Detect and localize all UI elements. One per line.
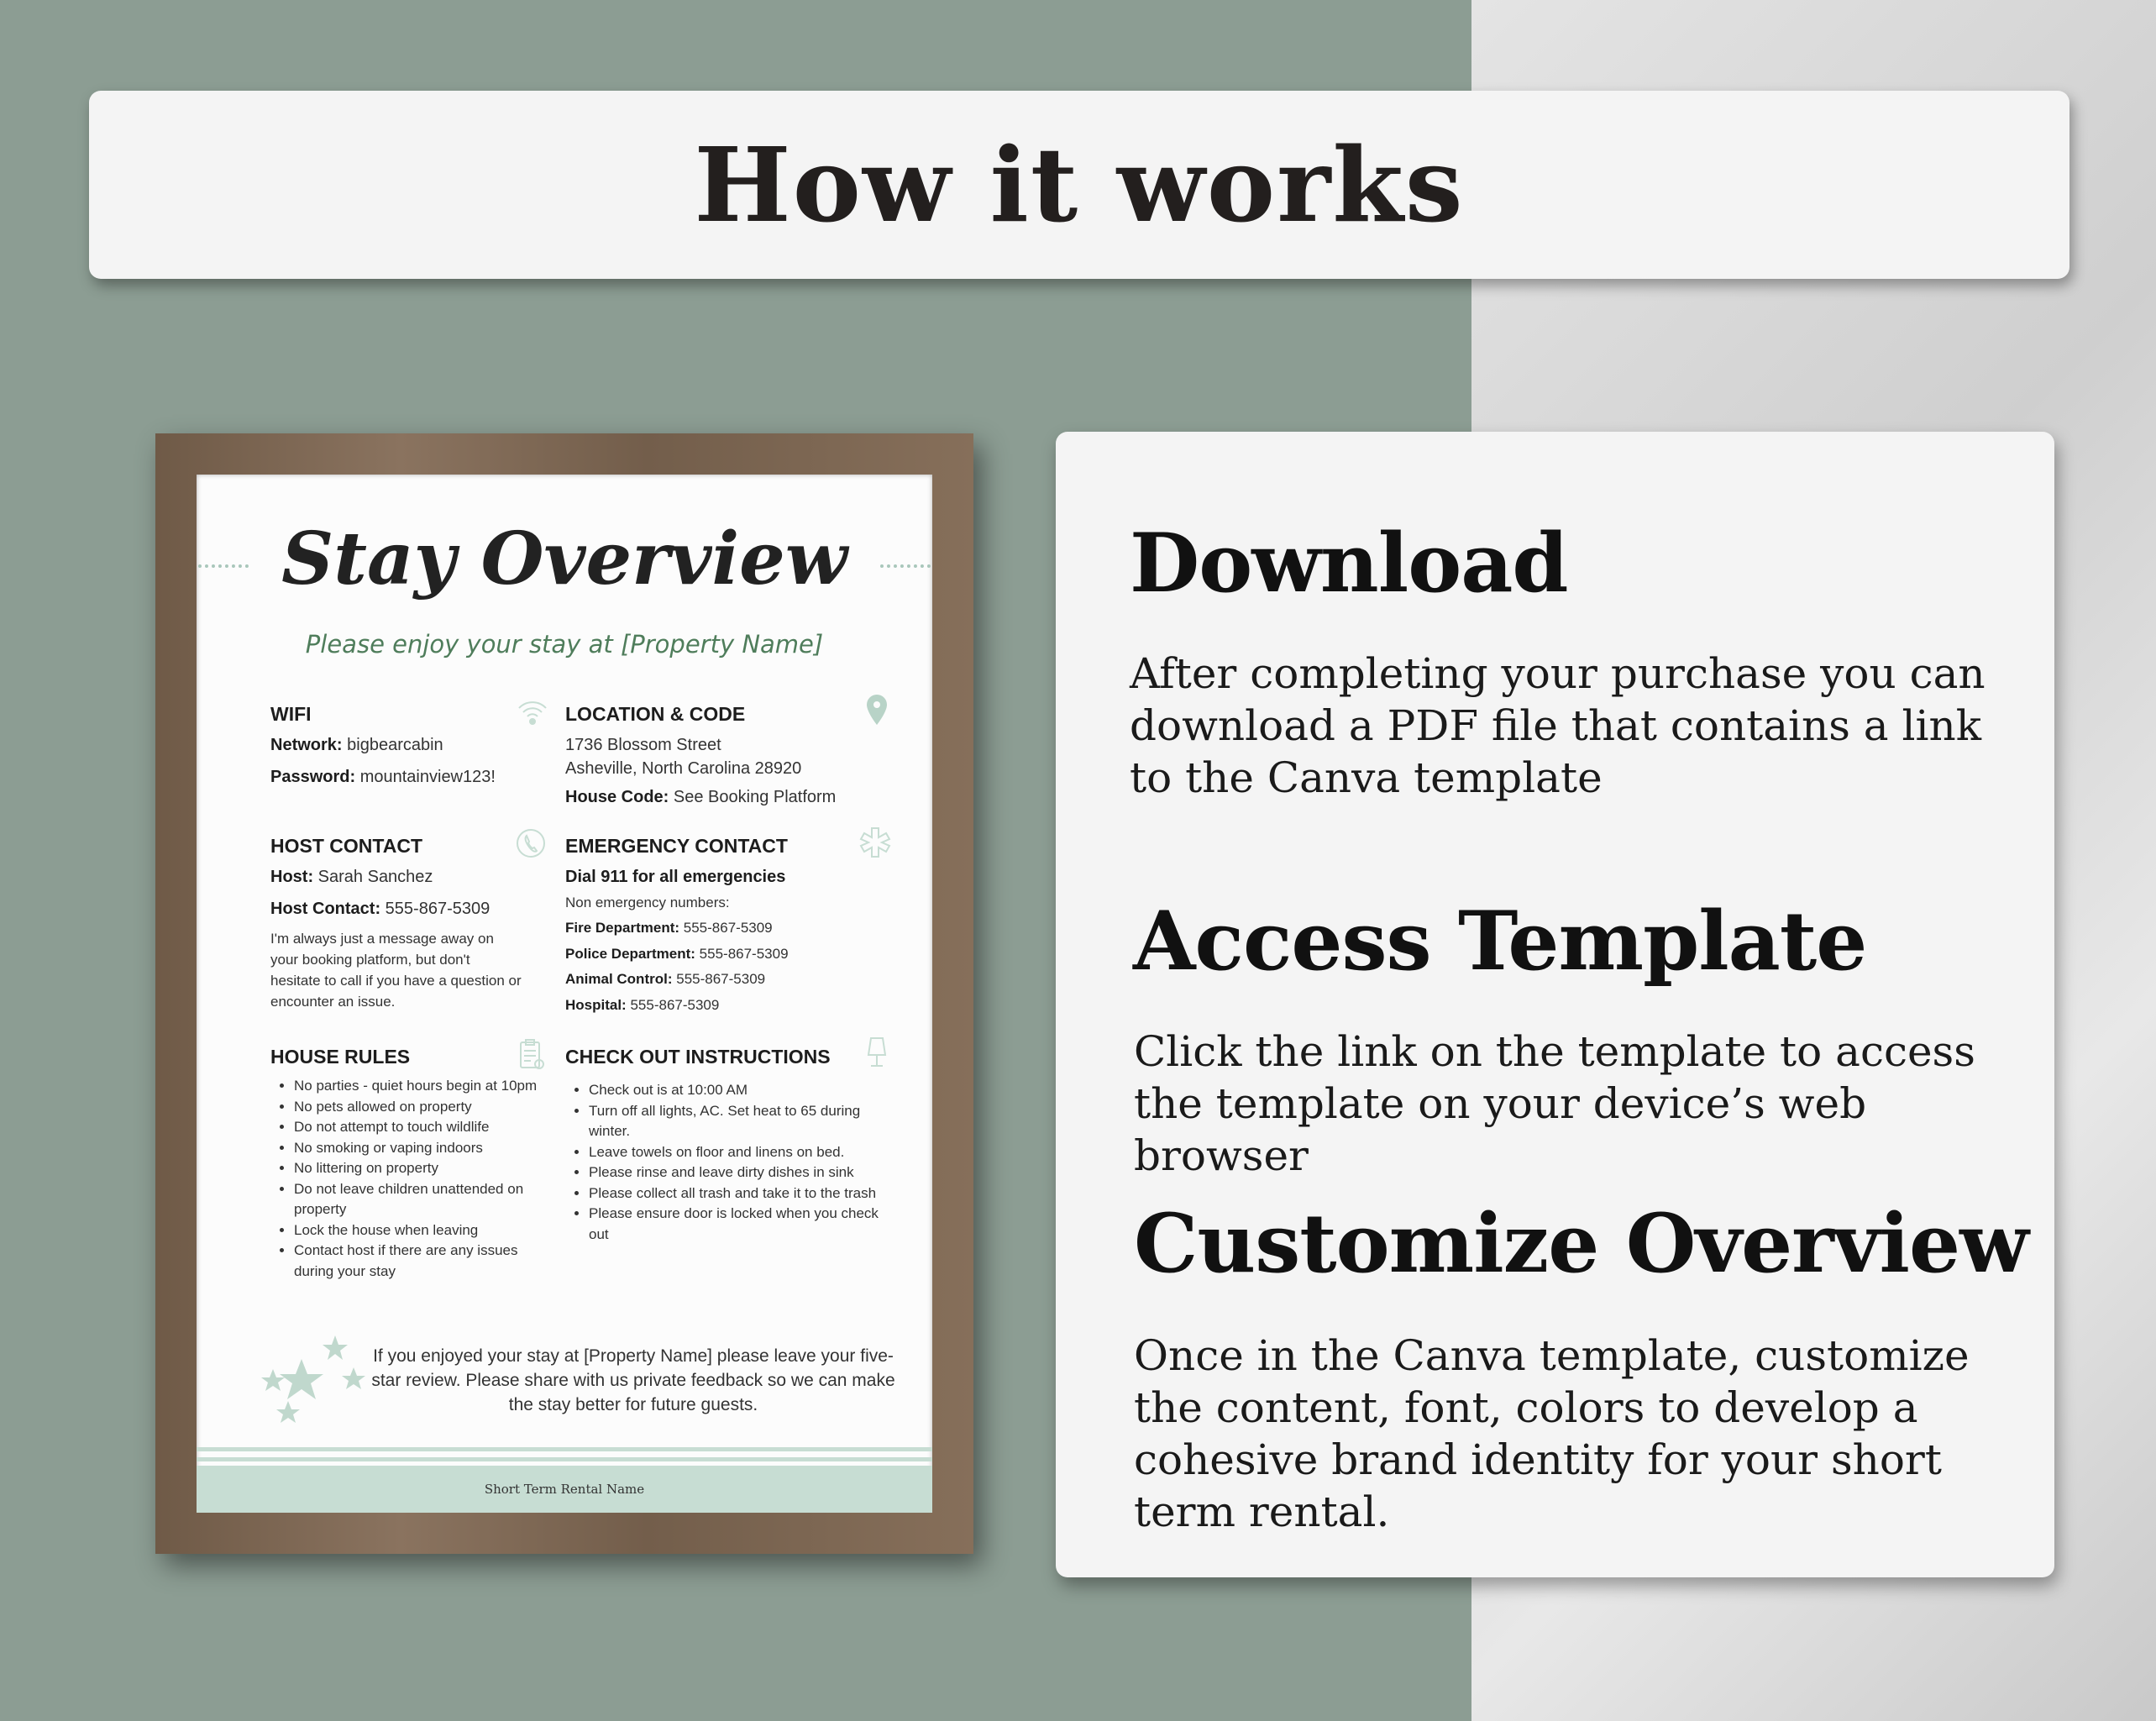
review-request: If you enjoyed your stay at [Property Name] please leave your five-star review. Please share with us private feedback so we can make the stay better for future guests. <box>371 1346 895 1414</box>
number-value: 555-867-5309 <box>630 997 720 1013</box>
number-value: 555-867-5309 <box>683 920 773 936</box>
wifi-heading: WIFI <box>270 703 312 725</box>
page-title: How it works <box>694 124 1465 245</box>
host-name <box>270 868 433 887</box>
emergency-heading: EMERGENCY CONTACT <box>565 835 788 857</box>
host-label: Host: <box>270 868 314 886</box>
list-item: • Check out is at 10:00 AM <box>589 1080 901 1101</box>
list-item: • Lock the house when leaving <box>294 1220 539 1241</box>
wifi-icon <box>516 695 549 728</box>
list-item: • Leave towels on floor and linens on bed. <box>589 1142 901 1163</box>
clipboard-icon <box>514 1037 548 1071</box>
list-item: • Please rinse and leave dirty dishes in sink <box>589 1162 901 1183</box>
template-subtitle: Please enjoy your stay at [Property Name] <box>305 630 824 658</box>
rules-heading: HOUSE RULES <box>270 1046 411 1068</box>
list-item: • Do not attempt to touch wildlife <box>294 1117 539 1138</box>
list-item: • Please collect all trash and take it to the trash <box>589 1183 901 1204</box>
list-item: • No pets allowed on property <box>294 1097 539 1118</box>
medical-star-icon <box>858 826 892 859</box>
list-item: • Contact host if there are any issues during your stay <box>294 1241 539 1282</box>
emergency-number <box>565 920 773 937</box>
host-heading: HOST CONTACT <box>270 835 423 857</box>
lamp-icon <box>860 1036 894 1069</box>
template-title: Stay Overview <box>281 517 847 601</box>
wifi-password <box>270 768 496 787</box>
host-value: Sarah Sanchez <box>317 868 433 886</box>
steps-card <box>1056 432 2054 1577</box>
stay-overview-template <box>197 475 932 1513</box>
password-value: mountainview123! <box>359 768 496 786</box>
list-item: • Please ensure door is locked when you check out <box>589 1204 901 1245</box>
map-pin-icon <box>860 693 894 727</box>
emergency-dial: Dial 911 for all emergencies <box>565 868 786 886</box>
host-contact-label: Host Contact: <box>270 900 381 918</box>
host-contact-value: 555-867-5309 <box>385 900 490 918</box>
house-code-label: House Code: <box>565 788 669 806</box>
host-contact <box>270 900 490 919</box>
house-code <box>565 788 836 807</box>
number-value: 555-867-5309 <box>676 971 766 987</box>
list-item: • No littering on property <box>294 1158 539 1179</box>
emergency-number <box>565 971 765 988</box>
phone-icon <box>514 826 548 860</box>
step-heading: Access Template <box>1133 894 1867 989</box>
network-value: bigbearcabin <box>347 736 443 754</box>
stars-icon <box>260 1335 369 1428</box>
list-item: • No smoking or vaping indoors <box>294 1138 539 1159</box>
checkout-heading: CHECK OUT INSTRUCTIONS <box>565 1046 831 1068</box>
checkout-list <box>565 1080 901 1245</box>
footer-band: Short Term Rental Name <box>197 1466 932 1513</box>
number-label: Animal Control: <box>565 971 673 987</box>
number-label: Hospital: <box>565 997 627 1013</box>
location-street: 1736 Blossom Street <box>565 736 721 754</box>
location-heading: LOCATION & CODE <box>565 703 746 725</box>
step-heading: Download <box>1130 516 1568 611</box>
password-label: Password: <box>270 768 356 786</box>
non-emergency-label: Non emergency numbers: <box>565 895 730 910</box>
list-item: • Turn off all lights, AC. Set heat to 65 during winter. <box>589 1101 901 1142</box>
stripe <box>197 1447 932 1451</box>
title-banner <box>89 91 2069 279</box>
step-body: Once in the Canva template, customize the content, font, colors to develop a cohesive brand identity for your short term rental. <box>1134 1331 1970 1536</box>
network-label: Network: <box>270 736 343 754</box>
house-rules-list <box>270 1076 539 1282</box>
number-label: Police Department: <box>565 946 695 962</box>
list-item: • Do not leave children unattended on property <box>294 1179 539 1220</box>
step-body: After completing your purchase you can download a PDF file that contains a link to the Canva template <box>1130 649 1986 802</box>
number-value: 555-867-5309 <box>699 946 789 962</box>
list-item: • No parties - quiet hours begin at 10pm <box>294 1076 539 1097</box>
step-body: Click the link on the template to access the template on your device’s web browser <box>1134 1027 1975 1180</box>
host-note: I'm always just a message away on your booking platform, but don't hesitate to call if you have a question or encounter an issue. <box>270 931 522 1010</box>
location-city: Asheville, North Carolina 28920 <box>565 759 802 778</box>
emergency-number <box>565 997 719 1014</box>
house-code-value: See Booking Platform <box>673 788 837 806</box>
step-heading: Customize Overview <box>1134 1196 2028 1291</box>
stripe <box>197 1457 932 1461</box>
emergency-number <box>565 946 789 963</box>
number-label: Fire Department: <box>565 920 680 936</box>
wifi-network <box>270 736 443 755</box>
